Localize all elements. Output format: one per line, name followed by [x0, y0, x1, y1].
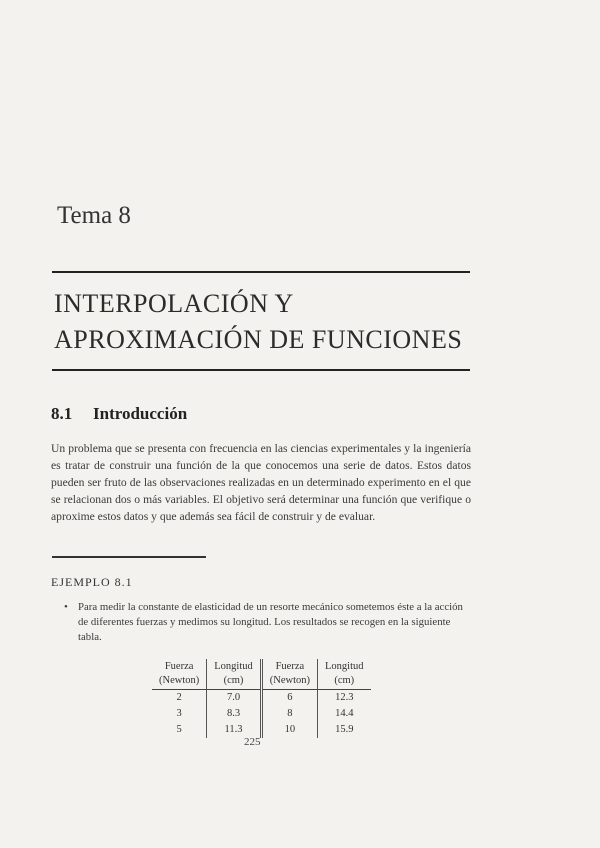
title-bottom-rule [52, 369, 470, 371]
data-table [152, 659, 371, 738]
table-cell: 12.3 [335, 692, 354, 703]
chapter-label: Tema 8 [57, 202, 131, 229]
table-row [152, 722, 371, 738]
example-label: EJEMPLO 8.1 [51, 575, 133, 589]
chapter-title-line-1: INTERPOLACIÓN Y [54, 289, 294, 318]
bullet-icon: • [64, 601, 68, 613]
table-cell: 5 [152, 722, 207, 738]
section-number: 8.1 [51, 404, 73, 423]
chapter-title-line-2: APROXIMACIÓN DE FUNCIONES [54, 325, 463, 354]
section-heading [51, 404, 187, 424]
table-header-cell: Fuerza (Newton) [261, 659, 317, 690]
table-row [152, 706, 371, 722]
example-bullet-text: Para medir la constante de elasticidad de un resorte mecánico sometemos éste a la acción de diferentes fuerzas y medimos su longitud. Los resultados se recogen en la siguiente tabla. [78, 601, 463, 643]
section-title: Introducción [93, 404, 188, 423]
table-cell: 7.0 [207, 690, 262, 707]
chapter-title [54, 286, 462, 358]
table-cell: 3 [152, 706, 207, 722]
table-cell: 11.3 [207, 722, 262, 738]
table-cell: 8 [261, 706, 317, 722]
table-row [152, 690, 371, 707]
table-cell: 15.9 [335, 724, 354, 735]
table-header-row [152, 659, 371, 690]
table-cell: 10 [261, 722, 317, 738]
title-top-rule [52, 271, 470, 273]
page-number: 225 [244, 736, 261, 748]
table-header-cell: Fuerza (Newton) [152, 659, 207, 690]
table-cell: 14.4 [335, 708, 354, 719]
example-bullet [64, 600, 470, 645]
table-cell: 2 [152, 690, 207, 707]
intro-paragraph: Un problema que se presenta con frecuencia en las ciencias experimentales y la ingeniería es tratar de construir una función de la que conocemos una serie de datos. Estos datos pueden ser fruto de las observaciones realizadas en un determinado experimento en el que se relacionan dos o más variables. El objetivo será determinar una función que verifique o aproxime estos datos y que además sea fácil de construir y de evaluar. [51, 442, 471, 523]
table-header-cell: Longitud (cm) [207, 659, 262, 690]
table-cell: 8.3 [207, 706, 262, 722]
example-rule [52, 556, 206, 558]
table-cell: 6 [261, 690, 317, 707]
table-header-cell: Longitud (cm) [318, 659, 371, 690]
